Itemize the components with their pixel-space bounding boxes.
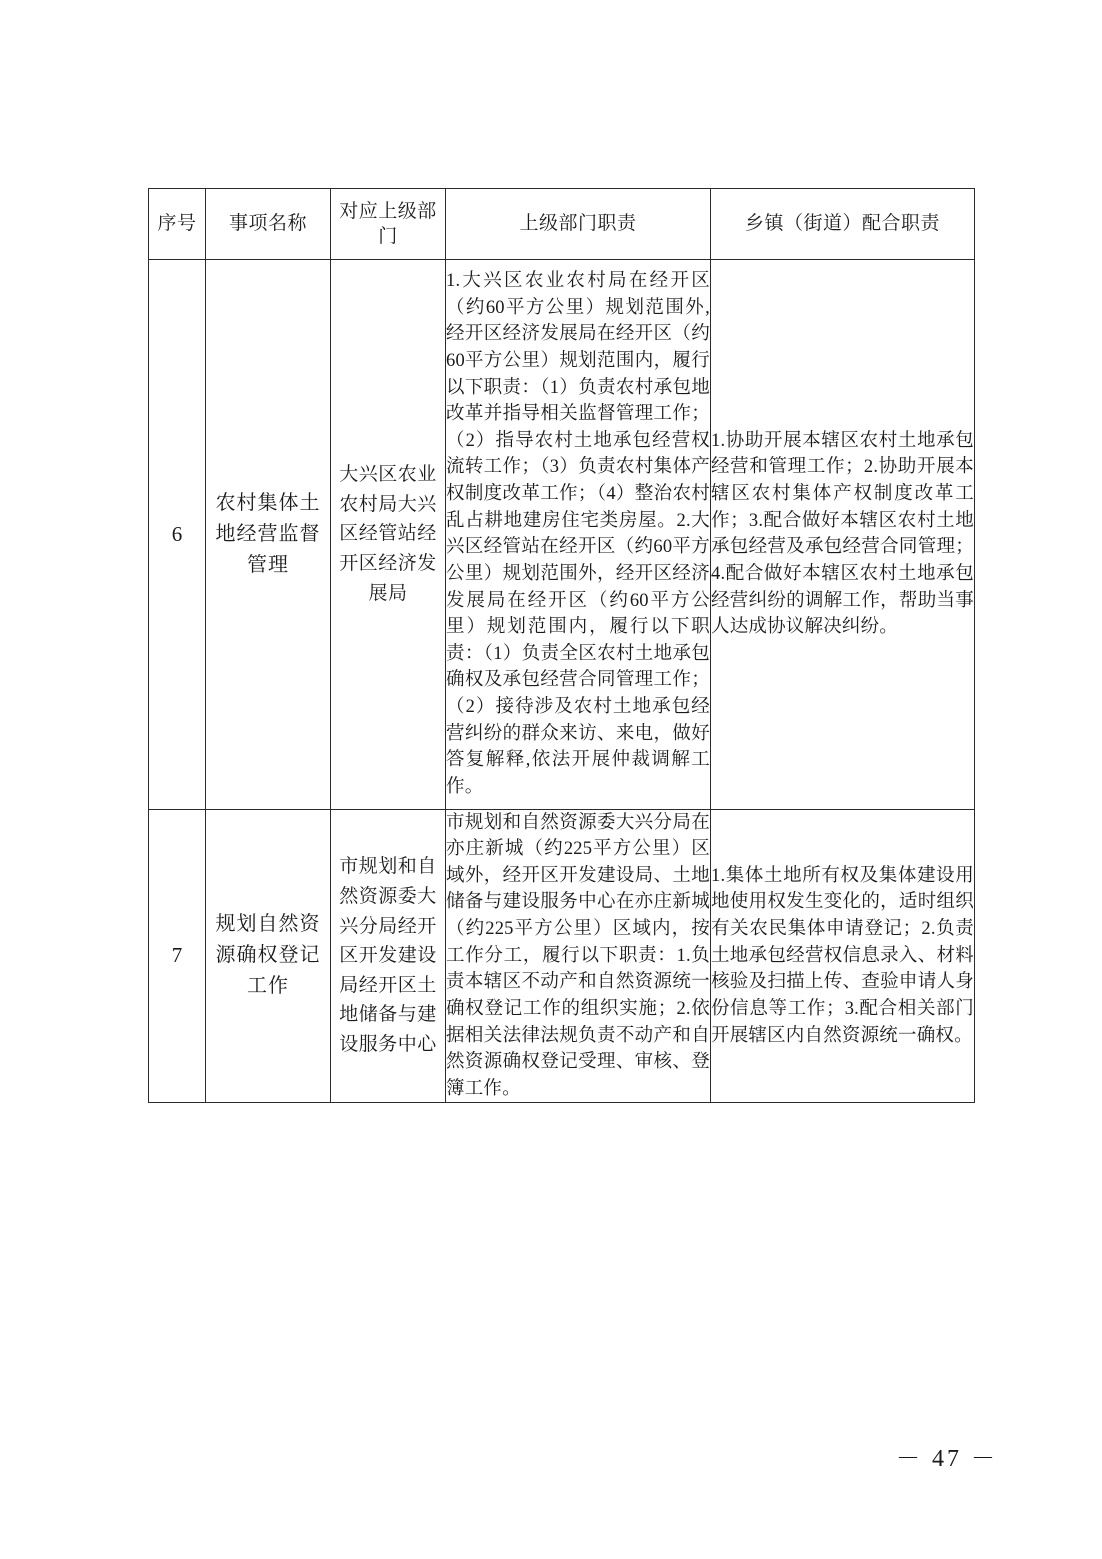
township-duties-text: 1.协助开展本辖区农村土地承包经营和管理工作；2.协助开展本辖区农村集体产权制度改革工作；3.配合做好本辖区农村土地承包经营及承包经营合同管理；4.配合做好本辖区农村土地承包经营纠纷的调解工作，帮助当事人达成协议解决纠纷。 — [711, 430, 974, 638]
row-township-duties — [711, 809, 975, 1103]
upper-duties-text: 市规划和自然资源委大兴分局在亦庄新城（约225平方公里）区域外，经开区开发建设局、土地储备与建设服务中心在亦庄新城（约225平方公里）区域内，按工作分工，履行以下职责：1.负责本辖区不动产和自然资源统一确权登记工作的组织实施；2.依据相关法律法规负责不动产和自然资源确权登记受理、审核、登簿工作。 — [446, 812, 710, 1099]
page-number: － 47 － — [896, 1446, 998, 1472]
row-upper-department: 市规划和自然资源委大兴分局经开区开发建设局经开区土地储备与建设服务中心 — [331, 809, 446, 1103]
row-item-name: 农村集体土地经营监督管理 — [206, 260, 331, 810]
row-item-name: 规划自然资源确权登记工作 — [206, 809, 331, 1103]
upper-duties-text: 1.大兴区农业农村局在经开区（约60平方公里）规划范围外,经开区经济发展局在经开区（约60平方公里）规划范围内，履行以下职责：（1）负责农村承包地改革并指导相关监督管理工作；（2）指导农村土地承包经营权流转工作；（3）负责农村集体产权制度改革工作；（4）整治农村乱占耕地建房住宅类房屋。2.大兴区经管站在经开区（约60平方公里）规划范围外，经开区经济发展局在经开区（约60平方公里）规划范围内，履行以下职责：（1）负责全区农村土地承包确权及承包经营合同管理工作；（2）接待涉及农村土地承包经营纠纷的群众来访、来电，做好答复解释,依法开展仲裁调解工作。 — [446, 271, 710, 797]
row-upper-duties — [446, 260, 711, 810]
row-sequence-number: 6 — [149, 260, 206, 810]
header-township-duties: 乡镇（街道）配合职责 — [711, 189, 975, 260]
row-upper-department: 大兴区农业农村局大兴区经管站经开区经济发展局 — [331, 260, 446, 810]
township-duties-text: 1.集体土地所有权及集体建设用地使用权发生变化的，适时组织有关农民集体申请登记；2.负责土地承包经营权信息录入、材料核验及扫描上传、查验申请人身份信息等工作；3.配合相关部门开展辖区内自然资源统一确权。 — [711, 865, 974, 1046]
table-row — [149, 809, 975, 1103]
row-township-duties — [711, 260, 975, 810]
row-upper-duties — [446, 809, 711, 1103]
table-header-row — [149, 189, 975, 260]
header-upper-duties: 上级部门职责 — [446, 189, 711, 260]
responsibility-table — [148, 188, 975, 1103]
header-sequence: 序号 — [149, 189, 206, 260]
table-row — [149, 260, 975, 810]
header-item-name: 事项名称 — [206, 189, 331, 260]
header-upper-department: 对应上级部门 — [331, 189, 446, 260]
row-sequence-number: 7 — [149, 809, 206, 1103]
